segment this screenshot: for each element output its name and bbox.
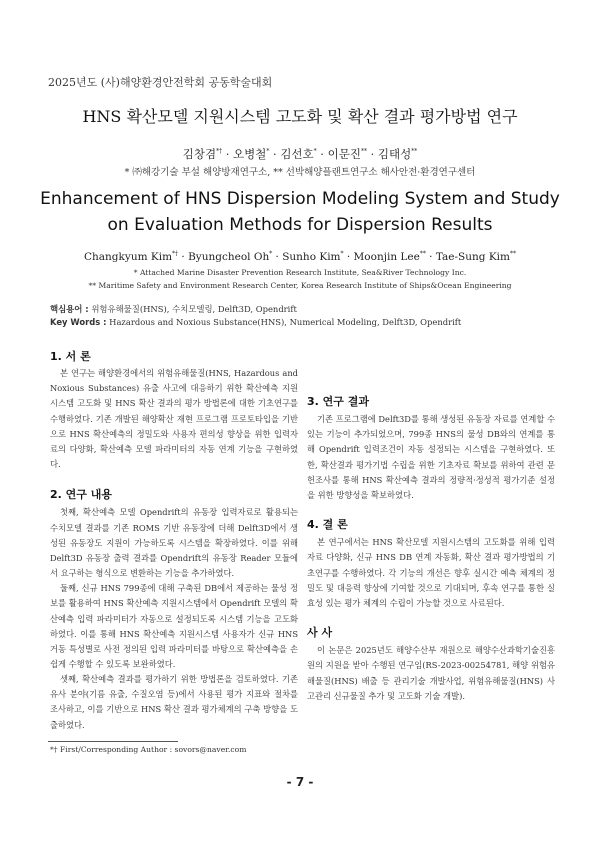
section-heading-conclusion: 4. 결 론 [307, 518, 348, 532]
section-heading-result: 3. 연구 결과 [307, 395, 369, 408]
author-mark: ** [510, 250, 516, 258]
result-paragraph: 기존 프로그램에 Delft3D를 통해 생성된 유동장 자료를 연계할 수 있는 기능이 추가되었으며, 799종 HNS의 물성 DB와의 연계를 통해 Opendrift 입력조건이 자동 설정되는 시스템을 구현하였다. 또한, 확산결과 평가기법 수립을 위한 기초자료 확보를 위하여 관련 문헌조사를 통해 HNS 확산예측 결과의 정량적·정성적 평가기준 설정을 위한 방향성을 확보하였다. [307, 414, 555, 500]
intro-paragraph: 본 연구는 해양환경에서의 위험유해물질(HNS, Hazardous and Noxious Substances) 유출 사고에 대응하기 위한 확산예측 지원시스템 고도화 및 HNS 확산 결과의 평가 방법론에 대한 기초연구를 수행하였다. 기존 개발된 해양확산 재현 프로그램 프로토타입을 기반으로 HNS 확산예측의 정밀도와 사용자 편의성 향상을 위한 입력자료의 다양화, 확산예측 모델 파라미터의 자동 연계 기능을 구현하였다. [50, 368, 298, 470]
english-affiliation-2: ** Maritime Safety and Environment Research Center, Korea Research Institute of Ships&Ocean Engineering [88, 281, 512, 290]
keywords-english [50, 317, 461, 327]
keywords-ko-text: 위험유해물질(HNS), 수치모델링, Delft3D, Opendrift [91, 304, 297, 314]
author-en: Changkyum Kim [83, 251, 173, 263]
author-mark: ** [360, 148, 367, 156]
footnote: *† First/Corresponding Author : sovors@naver.com [50, 745, 247, 754]
author-mark: *† [172, 250, 179, 258]
english-title: Enhancement of HNS Dispersion Modeling System and Study on Evaluation Methods for Dispersion Results [40, 189, 560, 235]
author-ko: 오병철 [233, 147, 267, 161]
acknowledgment-paragraph: 이 논문은 2025년도 해양수산부 재원으로 해양수산과학기술진흥원의 지원을 받아 수행된 연구임(RS-2023-00254781, 해양 위험유해물질(HNS) 배출 등 관리기술 개발사업, 위험유해물질(HNS) 사고관리 신규물질 추가 및 고도화 기술 개발). [307, 645, 555, 701]
conclusion-paragraph: 본 연구에서는 HNS 확산모델 지원시스템의 고도화를 위해 입력자료 다양화, 신규 HNS DB 연계 자동화, 확산 결과 평가방법의 기초연구를 수행하였다. 각 기능의 개선은 향후 실시간 예측 체계의 정밀도 및 대응력 향상에 기여할 것으로 기대되며, 후속 연구를 통한 실효성 있는 평가 체계의 수립이 가능할 것으로 사료된다. [307, 537, 555, 608]
author-en: Sunho Kim [282, 251, 341, 263]
author-mark: * [266, 148, 270, 156]
author-ko: 김태성 [377, 147, 412, 161]
right-column [307, 394, 555, 704]
author-mark: ** [419, 250, 426, 258]
content-paragraph-2: 둘째, 신규 HNS 799종에 대해 구축된 DB에서 제공하는 물성 정보를 활용하여 HNS 확산예측 지원시스템에서 Opendrift 모델의 확산예측 입력 파라미터가 자동으로 설정되도록 시스템 기능을 고도화하였다. 이를 통해 HNS 확산예측 지원시스템 사용자가 신규 HNS 거동 특성별로 사전 정의된 입력 파라미터를 바탕으로 확산예측을 손쉽게 수행할 수 있도록 보완하였다. [50, 583, 298, 669]
content-paragraph-1: 첫째, 확산예측 모델 Opendrift의 유동장 입력자료로 활용되는 수치모델 결과를 기존 ROMS 기반 유동장에 더해 Delft3D에서 생성된 유동장도 지원이 가능하도록 시스템을 확장하였다. 이를 위해 Delft3D 유동장 출력 결과를 Opendrift의 유동장 Reader 모듈에서 요구하는 형식으로 변환하는 기능을 추가하였다. [50, 507, 298, 579]
author-en: Moonjin Lee [353, 251, 420, 263]
author-en: Byungcheol Oh [188, 251, 270, 263]
author-ko: 김선호 [280, 147, 314, 161]
keywords-en-label: Key Words : [50, 317, 107, 327]
korean-affiliation: * ㈜해강기술 부설 해양방재연구소, ** 선박해양플랜트연구소 해사안전·환경연구센터 [124, 167, 476, 178]
korean-title: HNS 확산모델 지원시스템 고도화 및 확산 결과 평가방법 연구 [82, 107, 518, 126]
author-mark: * [340, 250, 344, 258]
footnote-divider [48, 741, 178, 742]
content-paragraph-3: 셋째, 확산예측 결과를 평가하기 위한 방법론을 검토하였다. 기존 유사 분야(기름 유출, 수질오염 등)에서 사용된 평가 지표와 절차를 조사하고, 이를 기반으로 HNS 확산 결과 평가체계의 구축 방향을 도출하였다. [50, 674, 298, 730]
keywords-korean [50, 303, 297, 315]
author-ko: 김창겸 [182, 147, 217, 161]
english-authors: Changkyum Kim*† · Byungcheol Oh* · Sunho Kim* · Moonjin Lee** · Tae-Sung Kim** [83, 250, 516, 263]
author-mark: * [313, 148, 317, 156]
author-en: Tae-Sung Kim [435, 251, 510, 263]
korean-authors: 김창겸*† · 오병철* · 김선호* · 이문진** · 김태성** [182, 147, 418, 161]
section-heading-intro: 1. 서 론 [50, 350, 91, 363]
section-heading-content: 2. 연구 내용 [50, 488, 112, 502]
keywords-ko-label: 핵심용어 : [50, 304, 89, 314]
page-number: - 7 - [286, 775, 314, 789]
author-mark: * [269, 250, 273, 258]
left-column [50, 349, 298, 733]
english-affiliation-1: * Attached Marine Disaster Prevention Research Institute, Sea&River Technology Inc. [133, 268, 467, 277]
author-mark: *† [216, 148, 223, 156]
author-ko: 이문진 [327, 147, 361, 161]
section-heading-acknowledgment: 사 사 [307, 626, 333, 640]
conference-header: 2025년도 (사)해양환경안전학회 공동학술대회 [48, 76, 273, 89]
author-mark: ** [411, 148, 418, 156]
keywords-en-text: Hazardous and Noxious Substance(HNS), Numerical Modeling, Delft3D, Opendrift [109, 317, 462, 327]
